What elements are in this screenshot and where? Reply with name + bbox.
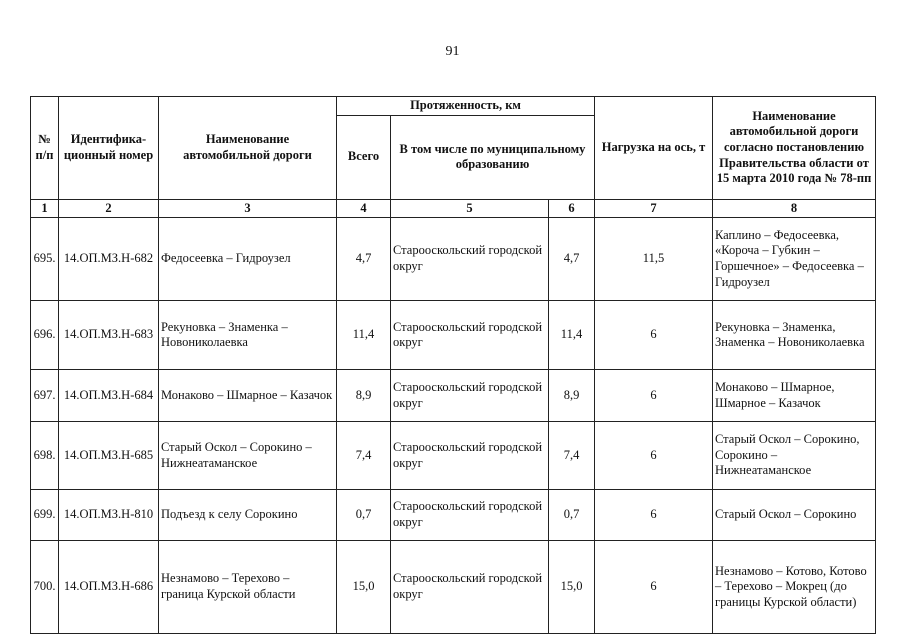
length-total: 15,0: [337, 540, 391, 633]
axle-load: 6: [595, 540, 713, 633]
header-load: Нагрузка на ось, т: [595, 97, 713, 200]
length-total: 0,7: [337, 490, 391, 541]
decree-road-name: Старый Оскол – Сорокино, Сорокино – Нижнеатаманское: [713, 421, 876, 489]
page-number: 91: [445, 44, 460, 59]
column-number: 3: [159, 199, 337, 218]
column-number: 5: [391, 199, 549, 218]
header-num: № п/п: [31, 97, 59, 200]
decree-road-name: Каплино – Федосеевка, «Короча – Губкин – Горшечное» – Федосеевка – Гидроузел: [713, 218, 876, 301]
road-name: Федосеевка – Гидроузел: [159, 218, 337, 301]
column-number: 8: [713, 199, 876, 218]
road-name: Монаково – Шмарное – Казачок: [159, 370, 337, 422]
header-length: Протяженность, км: [337, 97, 595, 116]
municipality: Старооскольский городской округ: [391, 300, 549, 369]
roads-table: [30, 96, 876, 634]
municipality: Старооскольский городской округ: [391, 421, 549, 489]
column-number: 1: [31, 199, 59, 218]
municipality-length: 0,7: [549, 490, 595, 541]
axle-load: 6: [595, 421, 713, 489]
table-row: [31, 300, 876, 369]
road-id: 14.ОП.МЗ.Н-684: [59, 370, 159, 422]
row-number: 700.: [31, 540, 59, 633]
road-name: Незнамово – Терехово – граница Курской области: [159, 540, 337, 633]
length-total: 11,4: [337, 300, 391, 369]
header-id: Идентифика-ционный номер: [59, 97, 159, 200]
municipality-length: 8,9: [549, 370, 595, 422]
municipality-length: 15,0: [549, 540, 595, 633]
road-id: 14.ОП.МЗ.Н-683: [59, 300, 159, 369]
road-id: 14.ОП.МЗ.Н-686: [59, 540, 159, 633]
row-number: 698.: [31, 421, 59, 489]
municipality-length: 11,4: [549, 300, 595, 369]
municipality-length: 7,4: [549, 421, 595, 489]
table-row: [31, 218, 876, 301]
header-included: В том числе по муниципальному образованию: [391, 115, 595, 199]
decree-road-name: Старый Оскол – Сорокино: [713, 490, 876, 541]
decree-road-name: Монаково – Шмарное, Шмарное – Казачок: [713, 370, 876, 422]
header-decree: Наименование автомобильной дороги согласно постановлению Правительства области от 15 марта 2010 года № 78-пп: [713, 97, 876, 200]
column-number: 7: [595, 199, 713, 218]
road-id: 14.ОП.МЗ.Н-810: [59, 490, 159, 541]
municipality: Старооскольский городской округ: [391, 218, 549, 301]
municipality: Старооскольский городской округ: [391, 540, 549, 633]
header-name: Наименование автомобильной дороги: [159, 97, 337, 200]
length-total: 4,7: [337, 218, 391, 301]
table-row: [31, 540, 876, 633]
axle-load: 11,5: [595, 218, 713, 301]
road-name: Рекуновка – Знаменка – Новониколаевка: [159, 300, 337, 369]
axle-load: 6: [595, 490, 713, 541]
table-row: [31, 370, 876, 422]
municipality-length: 4,7: [549, 218, 595, 301]
column-number: 2: [59, 199, 159, 218]
road-name: Старый Оскол – Сорокино – Нижнеатаманское: [159, 421, 337, 489]
length-total: 7,4: [337, 421, 391, 489]
column-number: 6: [549, 199, 595, 218]
row-number: 699.: [31, 490, 59, 541]
axle-load: 6: [595, 370, 713, 422]
road-id: 14.ОП.МЗ.Н-685: [59, 421, 159, 489]
column-numbers-row: [31, 199, 876, 218]
length-total: 8,9: [337, 370, 391, 422]
decree-road-name: Рекуновка – Знаменка, Знаменка – Новониколаевка: [713, 300, 876, 369]
table-row: [31, 490, 876, 541]
road-id: 14.ОП.МЗ.Н-682: [59, 218, 159, 301]
axle-load: 6: [595, 300, 713, 369]
table-header: [31, 97, 876, 218]
municipality: Старооскольский городской округ: [391, 490, 549, 541]
table-row: [31, 421, 876, 489]
row-number: 695.: [31, 218, 59, 301]
header-total: Всего: [337, 115, 391, 199]
column-number: 4: [337, 199, 391, 218]
decree-road-name: Незнамово – Котово, Котово – Терехово – Мокрец (до границы Курской области): [713, 540, 876, 633]
municipality: Старооскольский городской округ: [391, 370, 549, 422]
road-name: Подъезд к селу Сорокино: [159, 490, 337, 541]
row-number: 697.: [31, 370, 59, 422]
row-number: 696.: [31, 300, 59, 369]
table-body: [31, 218, 876, 634]
